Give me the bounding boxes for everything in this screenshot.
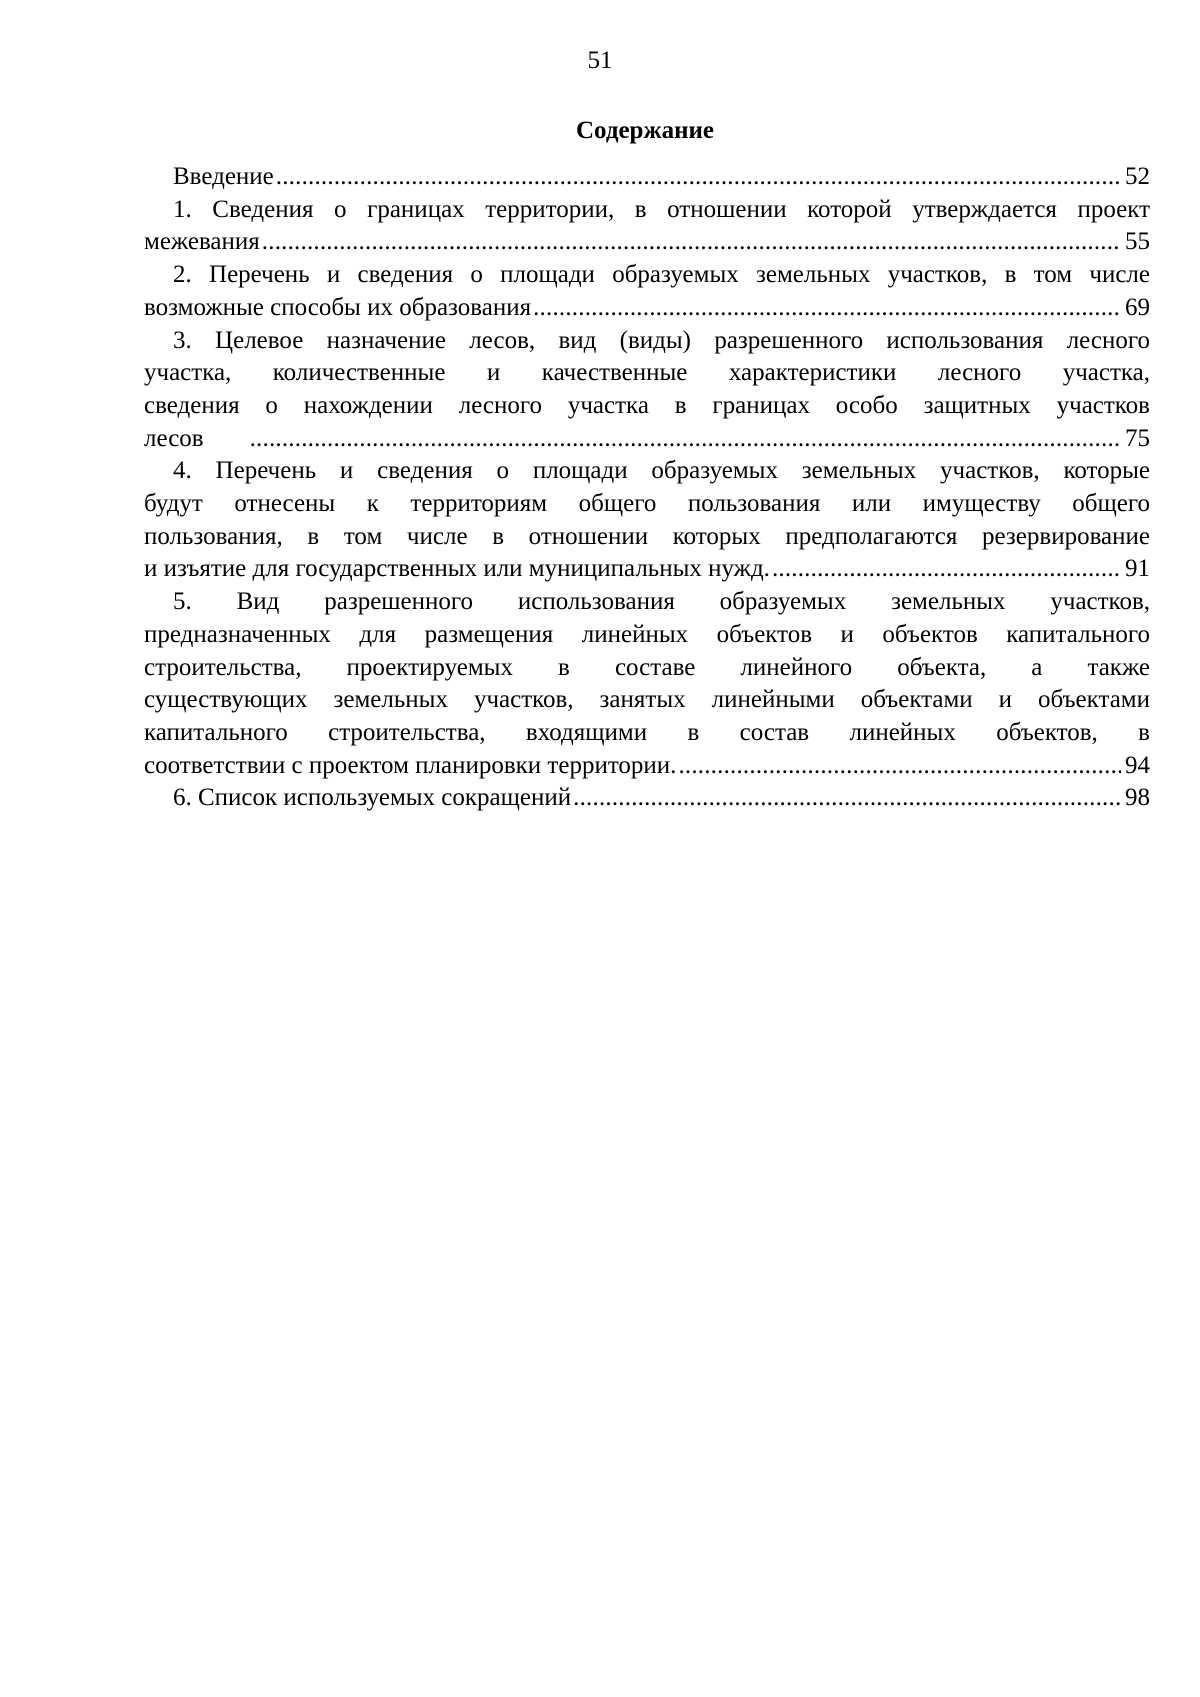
- toc-entry[interactable]: [144, 455, 1150, 586]
- toc-entry-last-line: [144, 782, 1150, 815]
- toc-entry-text: и изъятие для государственных или муниципальных нужд.: [144, 555, 770, 583]
- toc-entry-last-line: [144, 423, 1150, 456]
- toc-page-number: 94: [1125, 751, 1150, 779]
- toc-entry[interactable]: [144, 586, 1150, 782]
- toc-entry-text: Введение: [173, 163, 274, 190]
- toc-entry[interactable]: [144, 259, 1150, 324]
- toc-entry-text: 6. Список используемых сокращений: [173, 784, 572, 812]
- toc-entry-last-line: [144, 292, 1150, 325]
- toc-entry-text: возможные способы их образования: [144, 293, 532, 321]
- toc-entry-text: соответствии с проектом планировки территории.: [144, 751, 677, 779]
- toc-entry-line: участка, количественные и качественные характеристики лесного участка,: [144, 359, 1150, 387]
- toc-entry[interactable]: [144, 194, 1150, 259]
- toc-entry-last-line: [144, 226, 1150, 259]
- toc-entry-line: пользования, в том числе в отношении которых предполагаются резервирование: [144, 522, 1150, 550]
- toc-entry-line: существующих земельных участков, занятых линейными объектами и объектами: [144, 686, 1150, 714]
- toc-entry-line: 5. Вид разрешенного использования образуемых земельных участков,: [173, 588, 1150, 616]
- dot-leader: [678, 750, 1121, 783]
- dot-leader: [772, 553, 1121, 586]
- toc-entry-line: будут отнесены к территориям общего пользования или имуществу общего: [144, 490, 1150, 518]
- toc-entry-text: межевания: [144, 228, 260, 256]
- toc-page-number: 98: [1125, 784, 1150, 812]
- table-of-contents: [144, 161, 1150, 815]
- dot-leader: [533, 292, 1121, 325]
- dot-leader: [276, 161, 1121, 194]
- toc-entry-line: 4. Перечень и сведения о площади образуемых земельных участков, которые: [173, 457, 1150, 485]
- toc-entry-text: лесов: [144, 424, 204, 452]
- toc-page-number: 55: [1125, 228, 1150, 256]
- toc-page-number: 91: [1125, 555, 1150, 583]
- toc-entry-last-line: [144, 750, 1150, 783]
- toc-entry[interactable]: [144, 325, 1150, 456]
- toc-entry-last-line: [144, 553, 1150, 586]
- toc-page-number: 69: [1125, 293, 1150, 321]
- dot-leader: [262, 226, 1121, 259]
- toc-entry[interactable]: [144, 782, 1150, 815]
- toc-entry-line: сведения о нахождении лесного участка в границах особо защитных участков: [144, 391, 1150, 419]
- toc-entry-line: 2. Перечень и сведения о площади образуемых земельных участков, в том числе: [173, 261, 1150, 289]
- toc-page-number: 75: [1125, 424, 1150, 452]
- page-number: 51: [587, 47, 613, 74]
- dot-leader: [250, 423, 1121, 456]
- toc-entry-line: 3. Целевое назначение лесов, вид (виды) разрешенного использования лесного: [173, 326, 1150, 354]
- toc-entry-line: предназначенных для размещения линейных объектов и объектов капитального: [144, 620, 1150, 648]
- toc-entry-line: строительства, проектируемых в составе линейного объекта, а также: [144, 653, 1150, 681]
- toc-entry-line: капитального строительства, входящими в состав линейных объектов, в: [144, 718, 1150, 746]
- toc-entry-last-line: [144, 161, 1150, 194]
- toc-entry[interactable]: [144, 161, 1150, 194]
- toc-page-number: 52: [1125, 163, 1150, 190]
- toc-title: Содержание: [575, 117, 714, 144]
- toc-entry-line: 1. Сведения о границах территории, в отношении которой утверждается проект: [173, 195, 1150, 223]
- dot-leader: [573, 782, 1121, 815]
